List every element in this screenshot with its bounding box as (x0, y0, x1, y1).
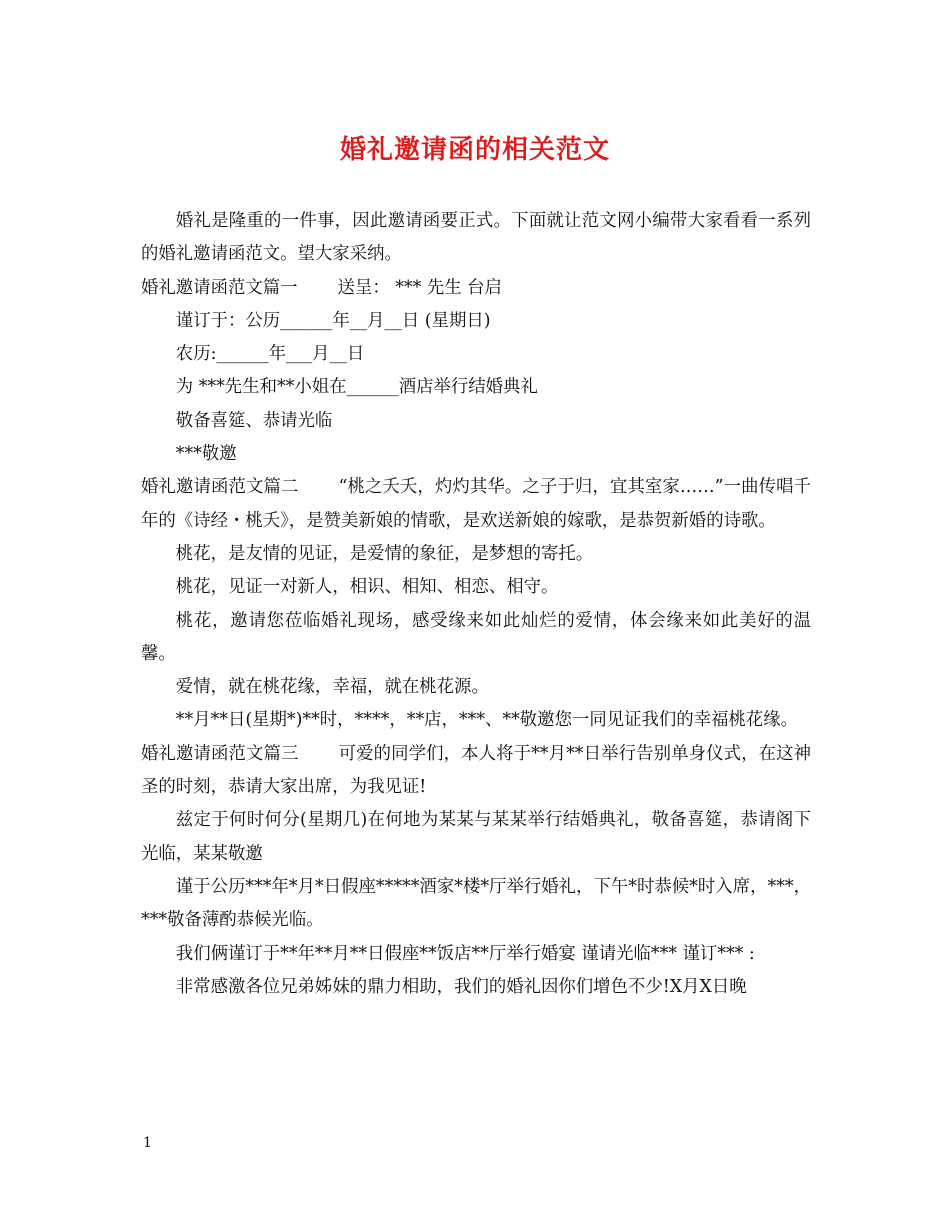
paragraph-thanks: 非常感激各位兄弟姊妹的鼎力相助，我们的婚礼因你们增色不少!X月X日晚 (175, 976, 747, 997)
page-number: 1 (143, 1135, 152, 1151)
section-three-line (141, 738, 811, 805)
paragraph-intro: 婚礼是隆重的一件事，因此邀请函要正式。下面就让范文网小编带大家看看一系列的婚礼邀请函范文。望大家采纳。 (141, 211, 811, 265)
section-three-first-paragraph: 可爱的同学们，本人将于**月**日举行告别单身仪式，在这神圣的时刻，恭请大家出席，为我见证! (141, 743, 811, 798)
document-body (141, 205, 811, 1004)
paragraph-date-solar: 谨订于：公历______年__月__日 (星期日) (175, 310, 491, 331)
paragraph-venue: 为 ***先生和**小姐在______酒店举行结婚典礼 (175, 377, 538, 398)
section-two-line (141, 471, 811, 538)
document-title: 婚礼邀请函的相关范文 (339, 135, 610, 165)
paragraph-invite-sign: ***敬邀 (175, 444, 237, 465)
section-heading-two: 婚礼邀请函范文篇二 (141, 477, 299, 498)
section-one-line (141, 272, 811, 305)
section-heading-three: 婚礼邀请函范文篇三 (141, 743, 299, 764)
paragraph-peach-couple: 桃花，见证一对新人，相识、相知、相恋、相守。 (175, 577, 559, 598)
paragraph-couple-banquet: 我们俩谨订于**年**月**日假座**饭店**厅举行婚宴 谨请光临*** 谨订*** : (175, 943, 755, 964)
section-one-first-line: 送呈： *** 先生 台启 (337, 277, 502, 298)
section-heading-one: 婚礼邀请函范文篇一 (141, 277, 298, 298)
paragraph-formal-invite: 兹定于何时何分(星期几)在何地为某某与某某举行结婚典礼，敬备喜筵，恭请阁下光临，某某敬邀 (141, 810, 811, 864)
paragraph-banquet: 敬备喜筵、恭请光临 (175, 410, 333, 431)
paragraph-peach-invite: 桃花，邀请您莅临婚礼现场，感受缘来如此灿烂的爱情，体会缘来如此美好的温馨。 (141, 610, 811, 664)
paragraph-time-place: **月**日(星期*)**时，****，**店，***、**敬邀您一同见证我们的幸福桃花缘。 (175, 710, 799, 731)
paragraph-love-happiness: 爱情，就在桃花缘，幸福，就在桃花源。 (175, 677, 489, 698)
paragraph-date-lunar: 农历:______年___月__日 (175, 344, 365, 365)
paragraph-peach-friendship: 桃花，是友情的见证，是爱情的象征，是梦想的寄托。 (175, 543, 594, 564)
paragraph-wedding-banquet: 谨于公历***年*月*日假座*****酒家*楼*厅举行婚礼，下午*时恭候*时入席，***，***敬备薄酌恭候光临。 (141, 876, 811, 931)
section-two-first-paragraph: “桃之夭夭，灼灼其华。之子于归，宜其室家……”一曲传唱千年的《诗经・桃夭》，是赞美新娘的情歌，是欢送新娘的嫁歌，是恭贺新婚的诗歌。 (141, 477, 811, 531)
